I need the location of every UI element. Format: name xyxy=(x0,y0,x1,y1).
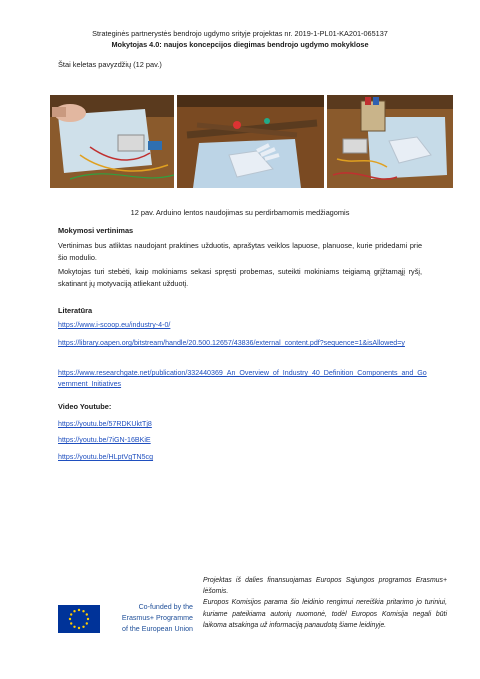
eu-line-2: Erasmus+ Programme xyxy=(121,614,193,622)
photo-arduino-hand xyxy=(50,95,174,188)
video-link-3[interactable]: https://youtu.be/HLptVgTN5cg xyxy=(58,453,154,461)
disclaimer-funding: Projektas iš dalies finansuojamas Europos Sąjungos programos Erasmus+ lėšomis. xyxy=(203,577,447,596)
literature-link-oapen[interactable]: https://library.oapen.org/bitstream/handle/20.500.12657/43836/external_content.pdf?sequence=1&isAllowed=y xyxy=(58,339,405,347)
disclaimer-responsibility: Europos Komisijos parama šio leidinio rengimui nereiškia pritarimo jo turiniui, kuriame pateikiama autorių nuomonė, todėl Europos Komisija negali būti laikoma atsakinga už informaciją panaudotą šiame leidinyje. xyxy=(203,599,447,629)
video-link-2[interactable]: https://youtu.be/7iGN-16BKiE xyxy=(58,436,151,444)
header-project-line: Strateginės partnerystės bendrojo ugdymo srityje projektas nr. 2019-1-PL01-KA201-065137 xyxy=(92,29,388,38)
evaluation-paragraph-2: Mokytojas turi stebėti, kaip mokiniams sekasi spręsti probemas, suteikti mokiniams teigiamą grįžtamąjį ryšį, skatinant jų motyvaciją atliekant užduotį. xyxy=(58,267,422,288)
eu-line-1: Co-funded by the xyxy=(138,603,193,611)
evaluation-paragraph-1: Vertinimas bus atliktas naudojant praktines užduotis, aprašytas veiklos lapuose, planuose, kurie pridedami prie šio modulio. xyxy=(58,241,422,262)
eu-star xyxy=(70,622,72,624)
eu-star xyxy=(82,626,84,628)
eu-star xyxy=(70,613,72,615)
evaluation-heading: Mokymosi vertinimas xyxy=(58,226,134,235)
eu-star xyxy=(69,618,71,620)
literature-link-iscoop[interactable]: https://www.i-scoop.eu/industry-4-0/ xyxy=(58,321,171,329)
eu-star xyxy=(78,627,80,629)
intro-text: Štai keletas pavyzdžių (12 pav.) xyxy=(58,60,162,69)
header-title: Mokytojas 4.0: naujos koncepcijos diegimas bendrojo ugdymo mokyklose xyxy=(111,40,369,49)
photo-model-board xyxy=(327,95,453,188)
eu-star xyxy=(86,622,88,624)
evaluation-body xyxy=(58,240,422,292)
eu-cofunded-label xyxy=(103,602,193,635)
video-link-1[interactable]: https://youtu.be/57RDKUktTj8 xyxy=(58,420,152,428)
eu-flag-icon xyxy=(58,605,100,633)
eu-star xyxy=(87,618,89,620)
literature-heading: Literatūra xyxy=(58,306,93,315)
figure-caption: 12 pav. Arduino lentos naudojimas su perdirbamomis medžiagomis xyxy=(130,208,350,217)
eu-star xyxy=(73,610,75,612)
eu-star xyxy=(82,610,84,612)
eu-star xyxy=(78,609,80,611)
literature-link-researchgate[interactable]: https://www.researchgate.net/publication/332440369_An_Overview_of_Industry_40_Definition_Components_and_Government_Initiatives xyxy=(58,369,427,388)
video-heading: Video Youtube: xyxy=(58,402,112,411)
funding-disclaimer xyxy=(203,575,447,631)
eu-star xyxy=(73,626,75,628)
photo-glove-sticks xyxy=(177,95,324,188)
eu-star xyxy=(86,613,88,615)
eu-line-3: of the European Union xyxy=(122,625,193,633)
